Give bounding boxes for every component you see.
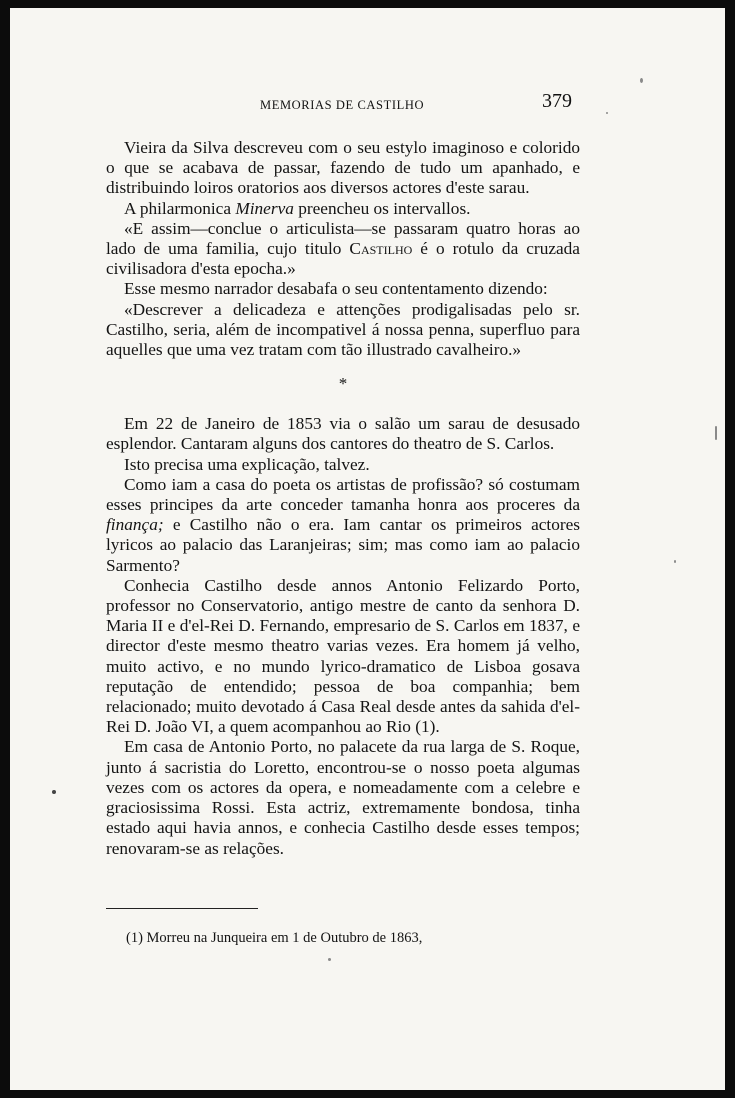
paper-speck [674, 560, 676, 563]
text-run: preencheu os intervallos. [293, 198, 471, 218]
page-header [10, 90, 725, 118]
paragraph: «Descrever a delicadeza e attenções prodigalisadas pelo sr. Castilho, seria, além de incompativel á nossa penna, superfluo para aquelles que uma vez tratam com tão illustrado cavalheiro.» [106, 299, 580, 360]
paragraph: Esse mesmo narrador desabafa o seu contentamento dizendo: [124, 279, 548, 299]
paragraph: Isto precisa uma explicação, talvez. [124, 454, 370, 474]
small-caps-text: Castilho [349, 239, 413, 259]
text-run: A philarmonica [124, 198, 236, 218]
section-break-asterism: * [338, 374, 348, 394]
body-text [106, 138, 580, 859]
running-title: MEMORIAS DE CASTILHO [260, 98, 425, 112]
paper-speck [52, 790, 56, 794]
emphasis-text: Minerva [235, 198, 294, 218]
paper-speck [606, 112, 608, 114]
paper-speck [715, 426, 717, 440]
footnote: (1) Morreu na Junqueira em 1 de Outubro de 1863, [126, 930, 423, 946]
text-run: Como iam a casa do poeta os artistas de profissão? só costumam esses principes da arte conceder tamanha honra aos proceres da [106, 474, 580, 515]
emphasis-text: finança; [106, 515, 164, 535]
paragraph: Em 22 de Janeiro de 1853 via o salão um sarau de desusado esplendor. Cantaram alguns dos cantores do theatro de S. Carlos. [106, 414, 580, 454]
paragraph: Em casa de Antonio Porto, no palacete da rua larga de S. Roque, junto á sacristia do Loretto, encontrou-se o nosso poeta algumas vezes com os actores da opera, e nomeadamente com a celebre e graciosissima Rossi. Esta actriz, extremamente bondosa, tinha estado aqui havia annos, e conhecia Castilho desde esses tempos; renovaram-se as relações. [106, 737, 580, 858]
paragraph: Vieira da Silva descreveu com o seu estylo imaginoso e colorido o que se acabava de passar, fazendo de tudo um apanhado, e distribuindo loiros oratorios aos diversos actores d'este sarau. [106, 138, 580, 198]
text-run: é o rotulo da cruzada civilisadora d'esta epocha.» [106, 239, 580, 279]
paragraph [106, 475, 580, 576]
text-run: e Castilho não o era. Iam cantar os primeiros actores lyricos ao palacio das Laranjeiras; sim; mas como iam ao palacio Sarmento? [106, 515, 580, 575]
paragraph [106, 219, 580, 280]
page-number: 379 [542, 90, 572, 112]
paragraph [106, 199, 580, 219]
paper-speck [640, 78, 643, 83]
paragraph: Conhecia Castilho desde annos Antonio Felizardo Porto, professor no Conservatorio, antigo mestre de canto da senhora D. Maria II e d'el-Rei D. Fernando, empresario de S. Carlos em 1837, e director d'este mesmo theatro varias vezes. Era homem já velho, muito activo, e no mundo lyrico-dramatico de Lisboa gosava reputação de entendido; pessoa de boa companhia; bem relacionado; muito devotado á Casa Real desde antes da sahida d'el-Rei D. João VI, a quem acompanhou ao Rio (1). [106, 575, 580, 737]
text-run: «E assim—conclue o articulista—se passaram quatro horas ao lado de uma familia, cujo titulo [106, 218, 580, 259]
book-page [10, 8, 725, 1090]
footnote-divider [106, 908, 258, 909]
paper-speck [328, 958, 331, 961]
